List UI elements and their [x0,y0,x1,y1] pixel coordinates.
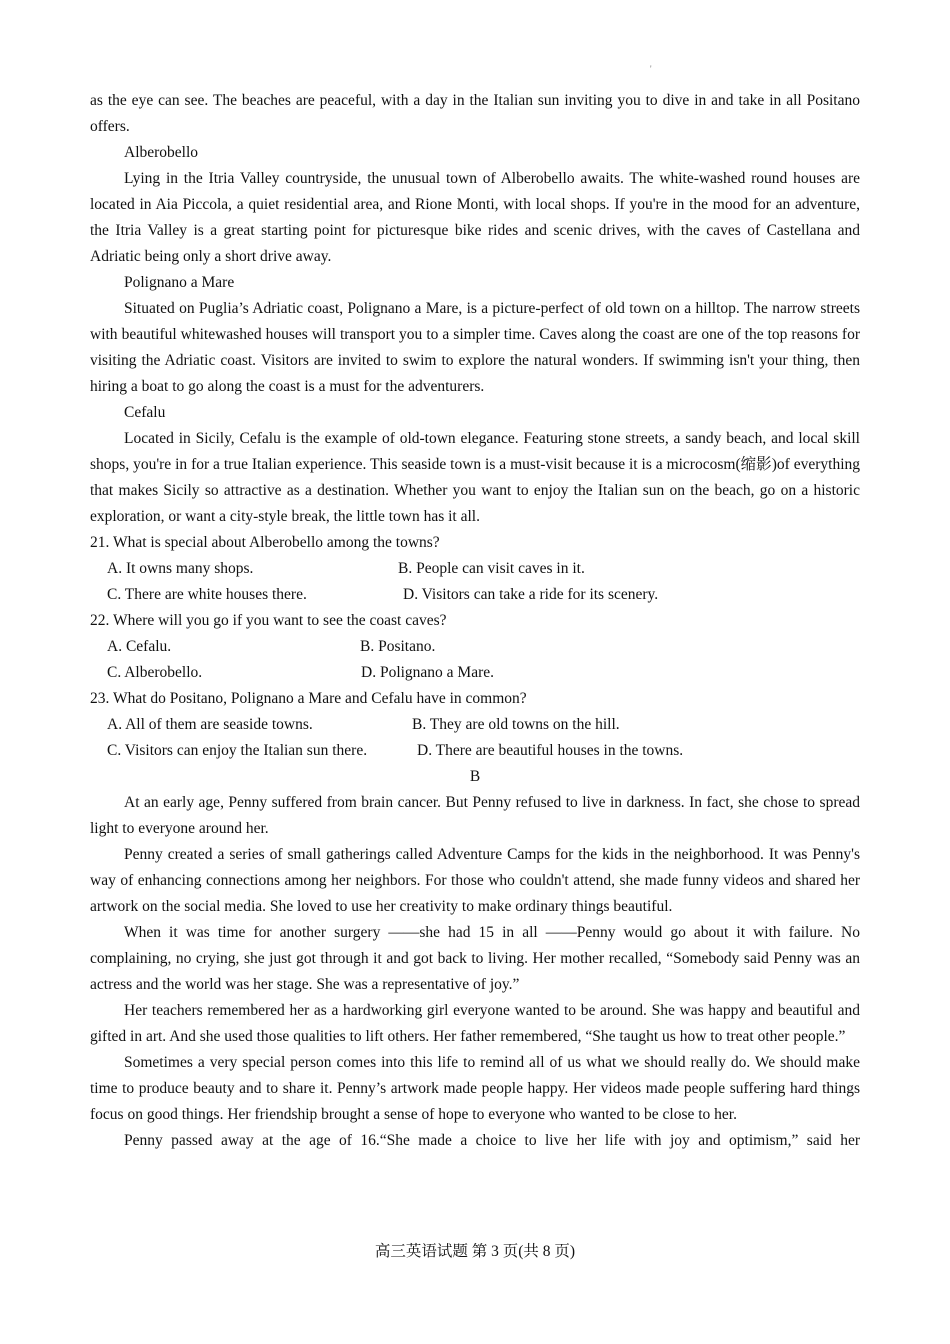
question-23-stem: 23. What do Positano, Polignano a Mare and Cefalu have in common? [90,690,527,707]
passage-b-paragraph-last: Penny passed away at the age of 16.“She made a choice to live her life with joy and optimism,” said her [124,1132,860,1149]
top-mark: ' [650,64,652,74]
question-21-options-row-1 [90,556,860,582]
question-22-stem: 22. Where will you go if you want to see the coast caves? [90,612,447,629]
question-23-options-row-2 [90,738,860,764]
section-text-polignano: Situated on Puglia’s Adriatic coast, Polignano a Mare, is a picture-perfect of old town on a hilltop. The narrow streets with beautiful whitewashed houses will transport you to a simpler time. Caves along the coast are one of the top reasons for visiting the Adriatic coast. Visitors are invited to swim to explore the natural wonders. If swimming isn't your thing, then hiring a boat to go along the coast is a must for the adventurers. [90,300,860,395]
question-23-option-a: A. All of them are seaside towns. [107,716,313,733]
question-21-options-row-2 [90,582,860,608]
question-22-option-d: D. Polignano a Mare. [361,664,495,681]
section-text-cefalu: Located in Sicily, Cefalu is the example of old-town elegance. Featuring stone streets, a sandy beach, and local skill shops, you're in for a true Italian experience. This seaside town is a must-visit because it is a microcosm(缩影)of everything that makes Sicily so attractive as a destination. Whether you want to enjoy the Italian sun on the beach, go on a historic exploration, or want a city-style break, the little town has it all. [90,430,860,525]
section-title-polignano: Polignano a Mare [124,274,235,291]
section-title-alberobello: Alberobello [124,144,199,161]
passage-b-paragraph: Penny created a series of small gatherings called Adventure Camps for the kids in the neighborhood. It was Penny's way of enhancing connections among her neighbors. For those who couldn't attend, she made funny videos and shared her artwork on the social media. She loved to use her creativity to make ordinary things beautiful. [90,846,860,915]
section-text-alberobello: Lying in the Itria Valley countryside, the unusual town of Alberobello awaits. The white-washed round houses are located in Aia Piccola, a quiet residential area, and Rione Monti, with local shops. If you're in the mood for an adventure, the Itria Valley is a great starting point for picturesque bike rides and scenic drives, with the caves of Castellana and Adriatic being only a short drive away. [90,170,860,265]
section-title-cefalu: Cefalu [124,404,166,421]
passage-b-paragraph: Sometimes a very special person comes into this life to remind all of us what we should really do. We should make time to produce beauty and to share it. Penny’s artwork made people happy. Her videos made people suffering hard things focus on good things. Her friendship brought a sense of hope to everyone who wanted to be close to her. [90,1054,860,1123]
question-21-option-b: B. People can visit caves in it. [398,560,585,577]
question-21-option-a: A. It owns many shops. [107,560,254,577]
question-23-option-c: C. Visitors can enjoy the Italian sun there. [107,742,368,759]
question-23-option-b: B. They are old towns on the hill. [412,716,620,733]
document-body [90,88,860,1154]
question-21-stem: 21. What is special about Alberobello among the towns? [90,534,440,551]
question-23-option-d: D. There are beautiful houses in the towns. [417,742,684,759]
passage-b-paragraph: Her teachers remembered her as a hardworking girl everyone wanted to be around. She was happy and beautiful and gifted in art. And she used those qualities to lift others. Her father remembered, “She taught us how to treat other people.” [90,1002,860,1045]
passage-b-paragraph: When it was time for another surgery ——she had 15 in all ——Penny would go about it with failure. No complaining, no crying, she just got through it and got back to living. Her mother recalled, “Somebody said Penny was an actress and the world was her stage. She was a representative of joy.” [90,924,860,993]
question-22-options-row-1 [90,634,860,660]
page-footer: 高三英语试题 第 3 页(共 8 页) [374,1243,576,1260]
intro-tail-paragraph: as the eye can see. The beaches are peaceful, with a day in the Italian sun inviting you to dive in and take in all Positano offers. [90,92,860,135]
question-21-option-d: D. Visitors can take a ride for its scenery. [403,586,659,603]
question-22-option-a: A. Cefalu. [107,638,172,655]
question-22-options-row-2 [90,660,860,686]
passage-b-label: B [469,768,481,785]
question-22-option-c: C. Alberobello. [107,664,203,681]
question-21-option-c: C. There are white houses there. [107,586,307,603]
passage-b-paragraph: At an early age, Penny suffered from brain cancer. But Penny refused to live in darkness. In fact, she chose to spread light to everyone around her. [90,794,860,837]
question-22-option-b: B. Positano. [360,638,436,655]
question-23-options-row-1 [90,712,860,738]
